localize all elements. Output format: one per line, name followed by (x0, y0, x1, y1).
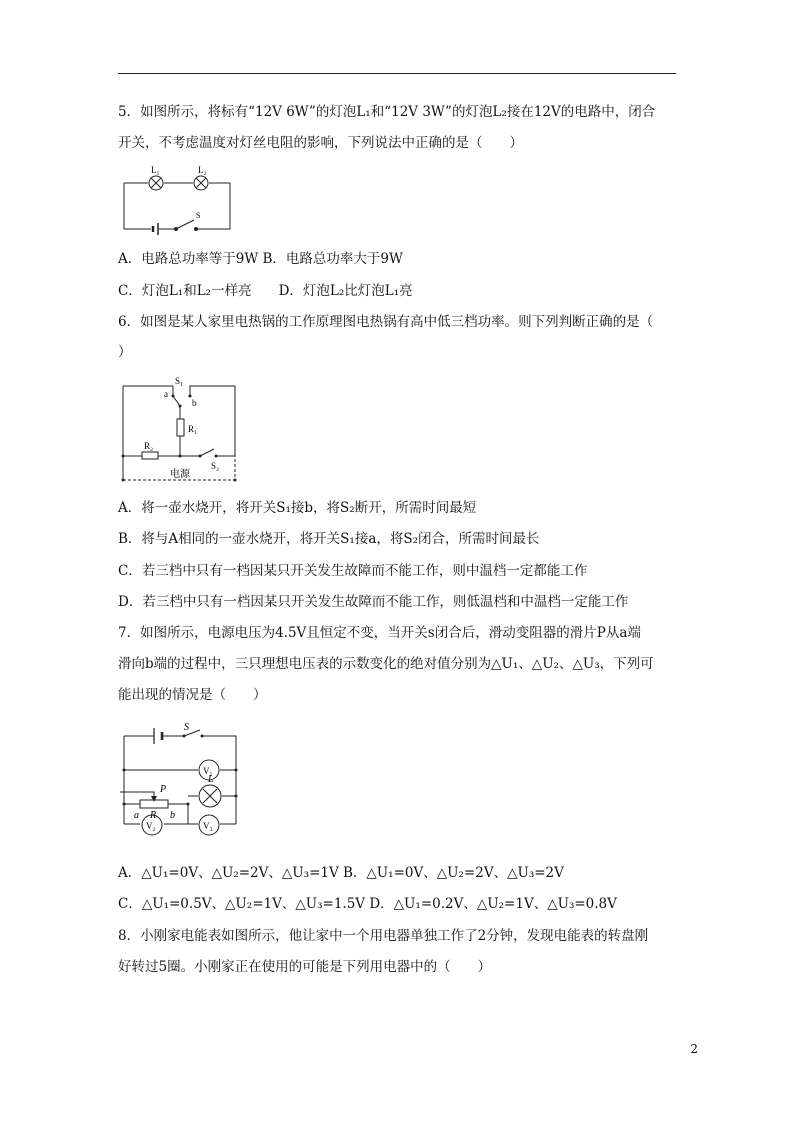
q7-option-ab: A．△U₁=0V、△U₂=2V、△U₃=1V B．△U₁=0V、△U₂=2V、△U₃=2V (118, 865, 564, 881)
q7-stem-line1: 7．如图所示，电源电压为4.5V且恒定不变，当开关s闭合后，滑动变阻器的滑片P从a端 (118, 625, 641, 641)
q7-label-v3: V₃ (203, 821, 213, 831)
q7-circuit-diagram (118, 718, 243, 848)
q5-label-s: S (196, 211, 201, 220)
q6-stem-line1: 6．如图是某人家里电热锅的工作原理图电热锅有高中低三档功率。则下列判断正确的是（ (118, 314, 654, 330)
q8-stem-line1: 8．小刚家电能表如图所示，他让家中一个用电器单独工作了2分钟，发现电能表的转盘刚 (118, 928, 649, 944)
q6-label-a: a (164, 389, 168, 399)
q7-label-v2: V₂ (146, 821, 156, 831)
q5-label-l2: L₂ (198, 165, 207, 175)
q7-label-b: b (170, 810, 175, 821)
q6-label-r1: R₁ (188, 424, 198, 434)
q6-option-b: B．将与A相同的一壶水烧开，将开关S₁接a，将S₂闭合，所需时间最长 (118, 531, 540, 547)
q6-circuit-diagram (118, 376, 243, 486)
header-rule (118, 73, 676, 74)
q7-label-r: R (150, 810, 157, 821)
page-number: 2 (690, 1042, 698, 1056)
q5-option-cd: C．灯泡L₁和L₂一样亮 D．灯泡L₂比灯泡L₁亮 (118, 283, 413, 299)
q7-label-v1: V₁ (203, 766, 213, 776)
q7-label-l: L (208, 774, 214, 785)
q7-stem-line2: 滑向b端的过程中，三只理想电压表的示数变化的绝对值分别为△U₁、△U₂、△U₃，下列可 (118, 656, 654, 672)
q6-option-a: A．将一壶水烧开，将开关S₁接b，将S₂断开，所需时间最短 (118, 500, 477, 516)
q6-option-d: D．若三档中只有一档因某只开关发生故障而不能工作，则低温档和中温档一定能工作 (118, 594, 629, 610)
q6-label-source: 电源 (170, 469, 190, 480)
q5-option-ab: A．电路总功率等于9W B．电路总功率大于9W (118, 251, 403, 267)
q8-stem-line2: 好转过5圈。小刚家正在使用的可能是下列用电器中的（ ） (118, 959, 492, 975)
q7-label-s: S (184, 722, 189, 733)
q5-stem-line1: 5．如图所示，将标有“12V 6W”的灯泡L₁和“12V 3W”的灯泡L₂接在12V的电路中，闭合 (118, 104, 656, 120)
q6-label-s1: S₁ (175, 376, 184, 386)
q6-label-r2: R₂ (144, 441, 154, 451)
q6-label-b: b (192, 398, 197, 408)
q5-stem-line2: 开关，不考虑温度对灯丝电阻的影响，下列说法中正确的是（ ） (118, 135, 523, 151)
q6-option-c: C．若三档中只有一档因某只开关发生故障而不能工作，则中温档一定都能工作 (118, 563, 588, 579)
q6-label-s2: S₂ (211, 461, 220, 471)
q6-stem-line2: ） (118, 344, 132, 360)
q7-option-cd: C．△U₁=0.5V、△U₂=1V、△U₃=1.5V D．△U₁=0.2V、△U₂=1V、△U₃=0.8V (118, 896, 617, 912)
q5-circuit-diagram (118, 163, 243, 238)
q5-label-l1: L₁ (151, 165, 160, 175)
q7-stem-line3: 能出现的情况是（ ） (118, 687, 267, 703)
q7-label-a: a (134, 810, 139, 821)
q7-label-p: P (160, 784, 167, 795)
